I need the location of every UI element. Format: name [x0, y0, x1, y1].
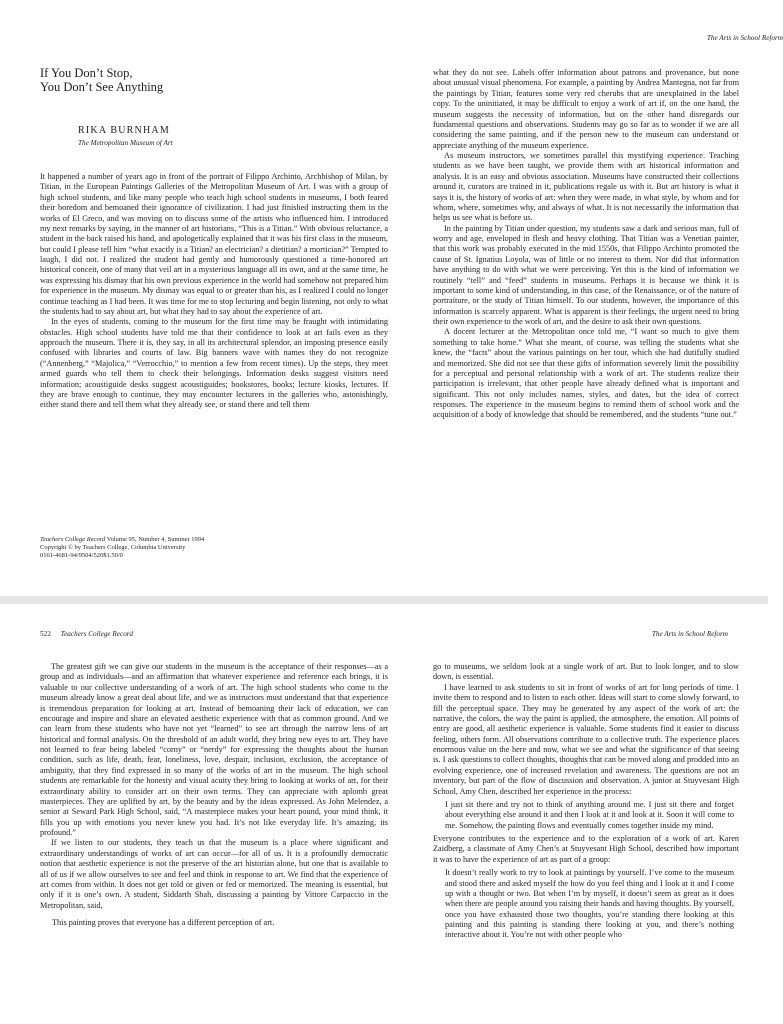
quote-text: It doesn’t really work to try to look at paintings by yourself. I’ve come to the museum and stood there and asked myself the how do you feel thing and I look at it and I come up with a thought or two. But when I’m by myself, it doesn’t seem as great as it does when there are people around you raising their hands and having thoughts. By yourself, once you have exhausted those two thoughts, you’re standing there looking at this painting and this painting is standing there looking at you, and there’s nothing interactive about it. You’re not with other people who [445, 868, 734, 940]
page-number: 522 [40, 630, 51, 638]
paragraph: As museum instructors, we sometimes parallel this mystifying experience. Teaching students as we have been taught, we provide them with art historical information and analysis. It is an easy and obvious association. Museums have constructed their collections around it, curators are trained in it, publications regale us with it. But art history is what it says it is, the history of works of art: when they were made, in what style, by whom and for whom, where, sometimes why, and always of what. It is not necessarily the information that helps us see what is before us. [433, 151, 739, 223]
footnote-copyright: Copyright © by Teachers College, Columbia University [40, 544, 186, 551]
paragraph: If we listen to our students, they teach us that the museum is a place where significant and extraordinary understandings of works of art can occur—for all of us. It is a profoundly democratic notion that aesthetic experience is not the preserve of the art historian alone, but one that is available to all of us if we allow ourselves to see and feel and think in response to art. We find that the experience of art comes from within. It does not get told or given or fed or memorized. The meaning is essential, but only if it is one’s own. A student, Siddarth Shah, discussing a painting by Vittore Carpaccio in the Metropolitan, said, [40, 838, 388, 910]
paragraph: what they do not see. Labels offer information about patrons and provenance, but none about unusual visual phenomena. For example, a painting by Andrea Mantegna, not far from the paintings by Titian, features some very red cherubs that are unexplained in the label copy. To the uninitiated, it may be difficult to enjoy a work of art if, on the one hand, the museum suggests the necessity of information, but on the other hand disregards our fundamental questions and observations. Students may go so far as to wonder if we are all considering the same painting, and if the person new to the museum can understand or appreciate anything of the museum experience. [433, 68, 739, 150]
author-affiliation: The Metropolitan Museum of Art [78, 139, 173, 147]
author-name: RIKA BURNHAM [78, 125, 170, 136]
footnote-journal: Teachers College Record [40, 536, 106, 543]
paragraph: go to museums, we seldom look at a single work of art. But to look longer, and to slow down, is essential. [433, 662, 739, 682]
block-quote [445, 868, 734, 941]
block-quote [445, 800, 734, 831]
footnote-volume: Volume 95, Number 4, Summer 1994 [105, 536, 205, 543]
article-title [40, 66, 400, 94]
title-line-2: You Don’t See Anything [40, 80, 164, 94]
paragraph: A docent lecturer at the Metropolitan once told me, “I want so much to give them something to take home.” What she meant, of course, was telling the students what she knew, the “facts” about the various paintings on her tour, which she had dutifully studied and memorized. She did not see that these gifts of information severely limit the possibility for a perceptual and personal relationship with a work of art. The students realize their participation is irrelevant, that other people have already defined what is important and significant. This not only includes names, styles, and dates, but the idea of correct responses. The experience in the museum begins to remind them of school work and the acquisition of a body of knowledge that should be remembered, and the students “tune out.” [433, 327, 739, 420]
footnote [40, 536, 388, 560]
journal-name: Teachers College Record [60, 630, 133, 638]
page-divider [0, 596, 768, 604]
paragraph: Everyone contributes to the experience and to the exploration of a work of art. Karen Zaidberg, a classmate of Amy Chen’s at Stuyvesant High School, described how important it was to have the experience of art as part of a group: [433, 834, 739, 864]
footnote-code: 0161-4681-94/9504/520$1.50/0 [40, 552, 123, 559]
running-head: The Arts in School Reform [706, 34, 783, 42]
paragraph: The greatest gift we can give our students in the museum is the acceptance of their responses—as a group and as individuals—and an affirmation that whatever experience and reference each brings, it is valuable to our collective understanding of a work of art. The high school students who come to the museum already know a great deal about life, and we as instructors must understand that that experience is tremendous preparation for looking at art. Instead of bemoaning their lack of education, we can encourage and inspire and share an elevated aesthetic experience with that as common ground. And we can learn from these students who have not yet “learned” to see art through the narrow lens of art historical and formal analysis. On the threshold of an adult world, they bring new eyes to art. They have not learned to fear being labeled “corny” or “nerdy” for expressing the thoughts about the human condition, such as life, death, fear, loneliness, love, despair, inclusion, exclusion, the acceptance of ambiguity, that they find expressed in so many of the works of art in the museum. The high school students are remarkable for the honesty and visual acuity they bring to looking at works of art, for their extraordinary ability to consider art on their own terms. They can appreciate with aplomb great masterpieces. They are uplifted by art, by the beauty and by the ideas expressed. As John Melendez, a senior at Seward Park High School, said, “A masterpiece makes your heart pound, your mind think, it fills you up with emotions you never knew you had. It’s not like everyday life. It’s amazing, its profound.” [40, 662, 388, 837]
footnote-citation [40, 536, 388, 544]
left-column [40, 172, 388, 411]
paragraph: In the painting by Titian under question, my students saw a dark and serious man, full of worry and age, enveloped in flesh and heavy clothing. That Titian was a Venetian painter, that this work was probably executed in the mid 1550s, that Filippo Archinto promoted the cause of St. Ignatius Loyola, was of little or no interest to them. Nor did that information have anything to do with what we were perceiving. Yet this is the kind of information we routinely “tell” and “feed” students in museums. Perhaps it is because we think it is important to some kind of understanding, in this case, of the Renaissance, or of the nature of portraiture, or the study of Titian himself. To our students, however, the importance of this information is scarcely apparent. What is apparent is their feelings, the urgent need to bring their own experience to the work of art, and the desire to ask their own questions. [433, 223, 739, 326]
paragraph: I have learned to ask students to sit in front of works of art for long periods of time. I invite them to respond and to listen to each other. Ideas will start to come slowly forward, to fill the perceptual space. They may be generated by any aspect of the work of art: the narrative, the colors, the way the paint is applied, the atmosphere, the emotion. All points of entry are good, all aesthetic experience is valuable. Some students find it easier to discuss feeling, others form. All observations contribute to a collective truth. The experience places enormous value on the here and now, what we see and what the significance of that seeing is. I ask questions to collect thoughts, thoughts that can be moved along and prodded into an evolving experience, one of increased revelation and awareness. The questions are not an inventory, but part of the flow of discussion and observation. A junior at Stuyvesant High School, Amy Chen, described her experience in the process: [433, 682, 739, 796]
right-column [433, 68, 739, 421]
quote-text: This painting proves that everyone has a different perception of art. [52, 918, 275, 927]
page-header-left [40, 630, 133, 638]
block-quote [52, 918, 383, 928]
paragraph: In the eyes of students, coming to the museum for the first time may be fraught with intimidating obstacles. High school students have told me that their confidence to look at art fails even as they approach the museum. There it is, they say, in all its architectural splendor, an imposing presence easily confused with libraries and courts of law. Big banners wave with names they do not recognize (“Annenberg,” “Majolica,” “Verrocchio,” to mention a few from recent times). Up the steps, they meet armed guards who tell them to check their belongings. Information desks suggest visitors need information; acoustiguide desks suggest acoustiguides; bookstores, books; lecture kiosks, lectures. If they are brave enough to continue, they may encounter lecturers in the galleries who, astonishingly, either stand there and tell them what they already see, or stand there and tell them [40, 317, 388, 410]
title-line-1: If You Don’t Stop, [40, 66, 133, 80]
paragraph: It happened a number of years ago in front of the portrait of Filippo Archinto, Archbishop of Milan, by Titian, in the European Paintings Galleries of the Metropolitan Museum of Art. I was with a group of high school students, and like many people who teach high school students in museums, I both feared their boredom and bemoaned their ignorance of civilization. I had just finished instructing them in the works of El Greco, and was moving on to discuss some of the artists who influenced him. I introduced my next remarks by saying, in the manner of art historians, “This is a Titian.” With obvious reluctance, a student in the back raised his hand, and apologetically explained that it was his first class in the museum, but could I please tell him “what exactly is a Titian? an electrician? a dietitian? a mortician?” Tempted to laugh, I did not. I realized the student had gently and humorously questioned a time-honored art historical conceit, one of many that veil art in a mysterious language all its own, and at the same time, he was expressing his dismay that his own previous experience in the world had somehow not prepared him for experience in the museum. My dismay was equal to or greater than his, as I realized I could no longer continue teaching as I had been. It was time for me to stop lecturing and begin listening, not only to what the students had to say about art, but what they had to say about the experience of art. [40, 172, 388, 316]
running-head: The Arts in School Reform [651, 630, 728, 638]
left-column [40, 662, 388, 931]
quote-text: I just sit there and try not to think of anything around me. I just sit there and forget about everything else around it and then I look at it and look at it. Soon it will come to me. Somehow, the painting flows and eventually comes together inside my mind. [445, 799, 734, 830]
right-column [433, 662, 739, 944]
